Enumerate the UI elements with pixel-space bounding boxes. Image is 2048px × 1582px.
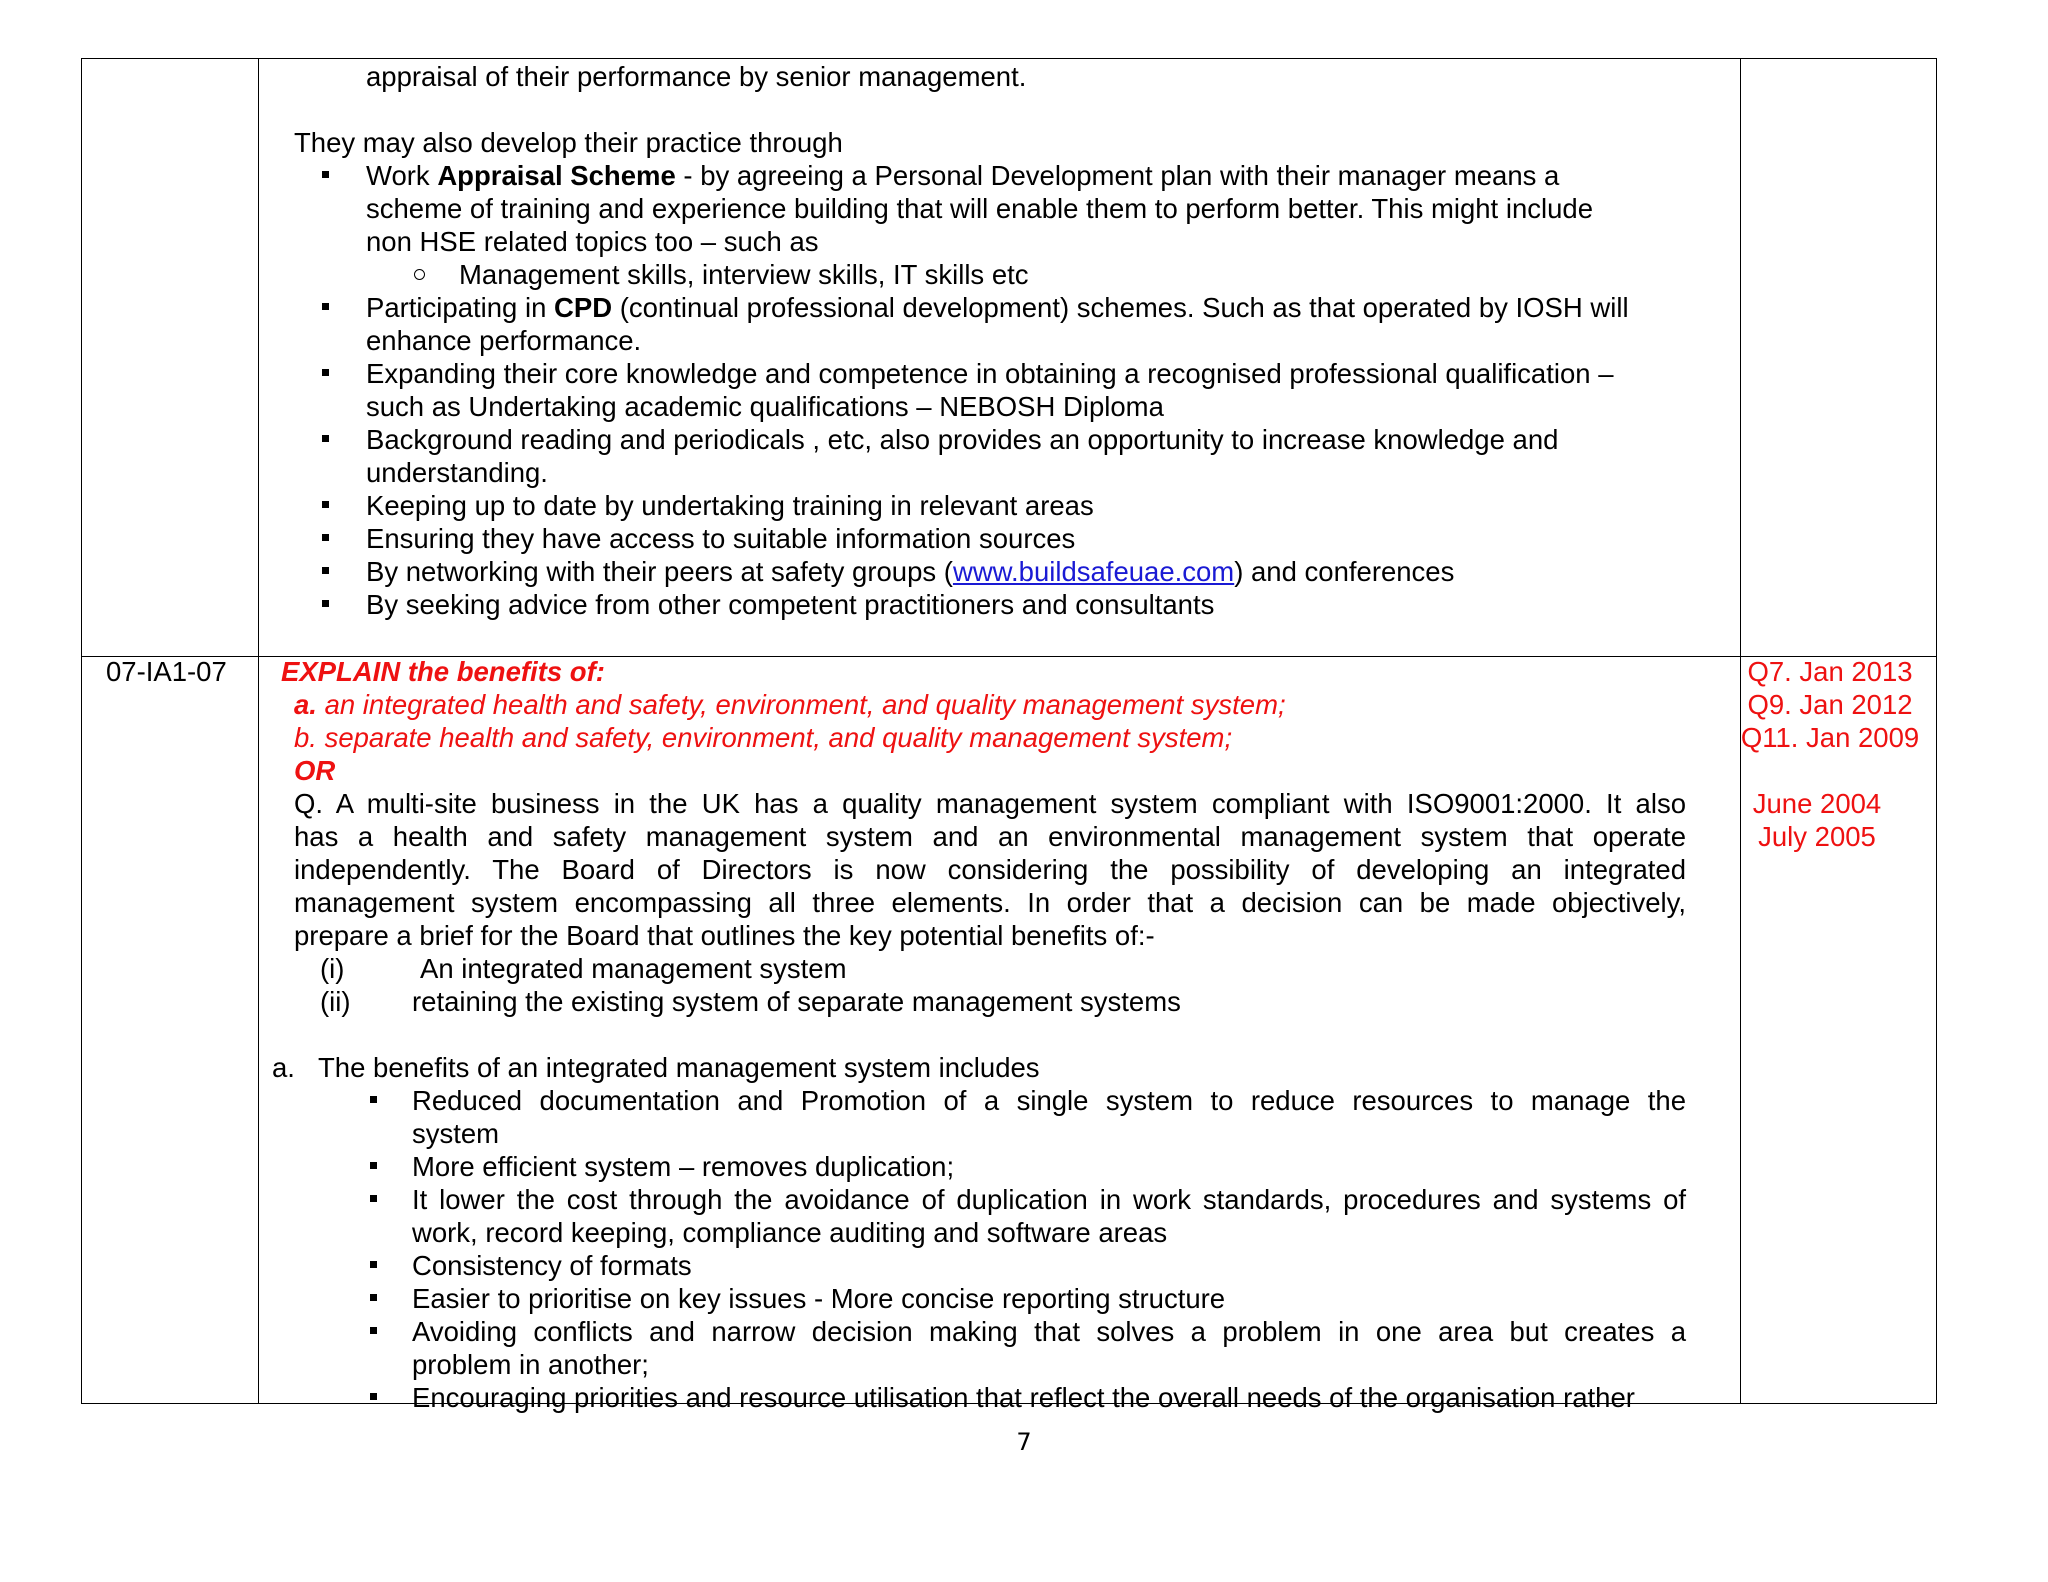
option-text: An integrated management system	[420, 953, 847, 984]
question-code: 07-IA1-07	[106, 656, 227, 687]
answer-intro: The benefits of an integrated management system includes	[318, 1052, 1040, 1083]
question-paragraph-line: management system encompassing all three elements. In order that a decision can be made objectively,	[294, 887, 1686, 918]
exam-reference: Q11. Jan 2009	[1740, 722, 1920, 753]
buildsafeuae-link[interactable]: www.buildsafeuae.com	[952, 556, 1235, 587]
text-line: enhance performance.	[366, 325, 642, 356]
question-paragraph-line: has a health and safety management system and an environmental management system that operate	[294, 821, 1686, 852]
list-item: By networking with their peers at safety groups (www.buildsafeuae.com) and conferences	[366, 556, 1455, 587]
text-line: such as Undertaking academic qualifications – NEBOSH Diploma	[366, 391, 1164, 422]
bullet-marker	[370, 1327, 377, 1334]
bullet-marker	[322, 171, 329, 178]
bullet-marker	[322, 303, 329, 310]
text-line: understanding.	[366, 457, 548, 488]
list-item: Ensuring they have access to suitable information sources	[366, 523, 1076, 554]
text-line: appraisal of their performance by senior management.	[366, 61, 1027, 92]
list-item: Keeping up to date by undertaking training in relevant areas	[366, 490, 1094, 521]
answer-item: More efficient system – removes duplication;	[412, 1151, 955, 1182]
bullet-marker	[322, 534, 329, 541]
list-item: Work Appraisal Scheme - by agreeing a Personal Development plan with their manager means a	[366, 160, 1560, 191]
text-line: work, record keeping, compliance auditing and software areas	[412, 1217, 1168, 1248]
answer-item: Avoiding conflicts and narrow decision making that solves a problem in one area but creates a	[412, 1316, 1686, 1347]
option-text: retaining the existing system of separate management systems	[412, 986, 1181, 1017]
question-heading: EXPLAIN the benefits of:	[281, 656, 605, 687]
text-line: system	[412, 1118, 500, 1149]
bullet-marker	[370, 1162, 377, 1169]
answer-item: Reduced documentation and Promotion of a single system to reduce resources to manage the	[412, 1085, 1686, 1116]
answer-item: Easier to prioritise on key issues - More concise reporting structure	[412, 1283, 1226, 1314]
answer-item: Encouraging priorities and resource utilisation that reflect the overall needs of the organisation rather	[412, 1382, 1635, 1413]
bullet-marker	[322, 435, 329, 442]
text-line: non HSE related topics too – such as	[366, 226, 819, 257]
question-or: OR	[294, 755, 336, 786]
answer-label: a.	[272, 1052, 295, 1083]
column-divider	[258, 59, 259, 1403]
bullet-marker	[370, 1294, 377, 1301]
bullet-marker	[322, 600, 329, 607]
text-line: They may also develop their practice through	[294, 127, 843, 158]
bullet-marker	[370, 1393, 377, 1400]
option-label: (i)	[320, 953, 345, 984]
question-part-a: a. an integrated health and safety, environment, and quality management system;	[294, 689, 1286, 720]
sub-list-item: Management skills, interview skills, IT skills etc	[459, 259, 1029, 290]
bullet-marker	[370, 1261, 377, 1268]
question-paragraph-line: prepare a brief for the Board that outlines the key potential benefits of:-	[294, 920, 1155, 951]
list-item: By seeking advice from other competent practitioners and consultants	[366, 589, 1215, 620]
bullet-marker	[370, 1096, 377, 1103]
question-part-b: b. separate health and safety, environment, and quality management system;	[294, 722, 1233, 753]
answer-item: Consistency of formats	[412, 1250, 692, 1281]
question-paragraph-line: independently. The Board of Directors is now considering the possibility of developing an integrated	[294, 854, 1686, 885]
bullet-marker	[322, 567, 329, 574]
text-line: problem in another;	[412, 1349, 649, 1380]
question-paragraph-line: Q. A multi-site business in the UK has a quality management system compliant with ISO9001:2000. It also	[294, 788, 1686, 819]
exam-reference: June 2004	[1752, 788, 1882, 819]
bullet-marker	[322, 369, 329, 376]
page-number: 7	[1016, 1428, 1032, 1456]
exam-reference: July 2005	[1758, 821, 1876, 852]
list-item: Background reading and periodicals , etc, also provides an opportunity to increase knowledge and	[366, 424, 1559, 455]
list-item: Expanding their core knowledge and competence in obtaining a recognised professional qualification –	[366, 358, 1614, 389]
sub-bullet-marker	[414, 269, 425, 280]
list-item: Participating in CPD (continual professional development) schemes. Such as that operated by IOSH will	[366, 292, 1629, 323]
bullet-marker	[370, 1195, 377, 1202]
bullet-marker	[322, 501, 329, 508]
text-line: scheme of training and experience building that will enable them to perform better. This might include	[366, 193, 1593, 224]
exam-reference: Q7. Jan 2013	[1747, 656, 1913, 687]
exam-reference: Q9. Jan 2012	[1747, 689, 1913, 720]
option-label: (ii)	[320, 986, 351, 1017]
answer-item: It lower the cost through the avoidance of duplication in work standards, procedures and systems of	[412, 1184, 1686, 1215]
